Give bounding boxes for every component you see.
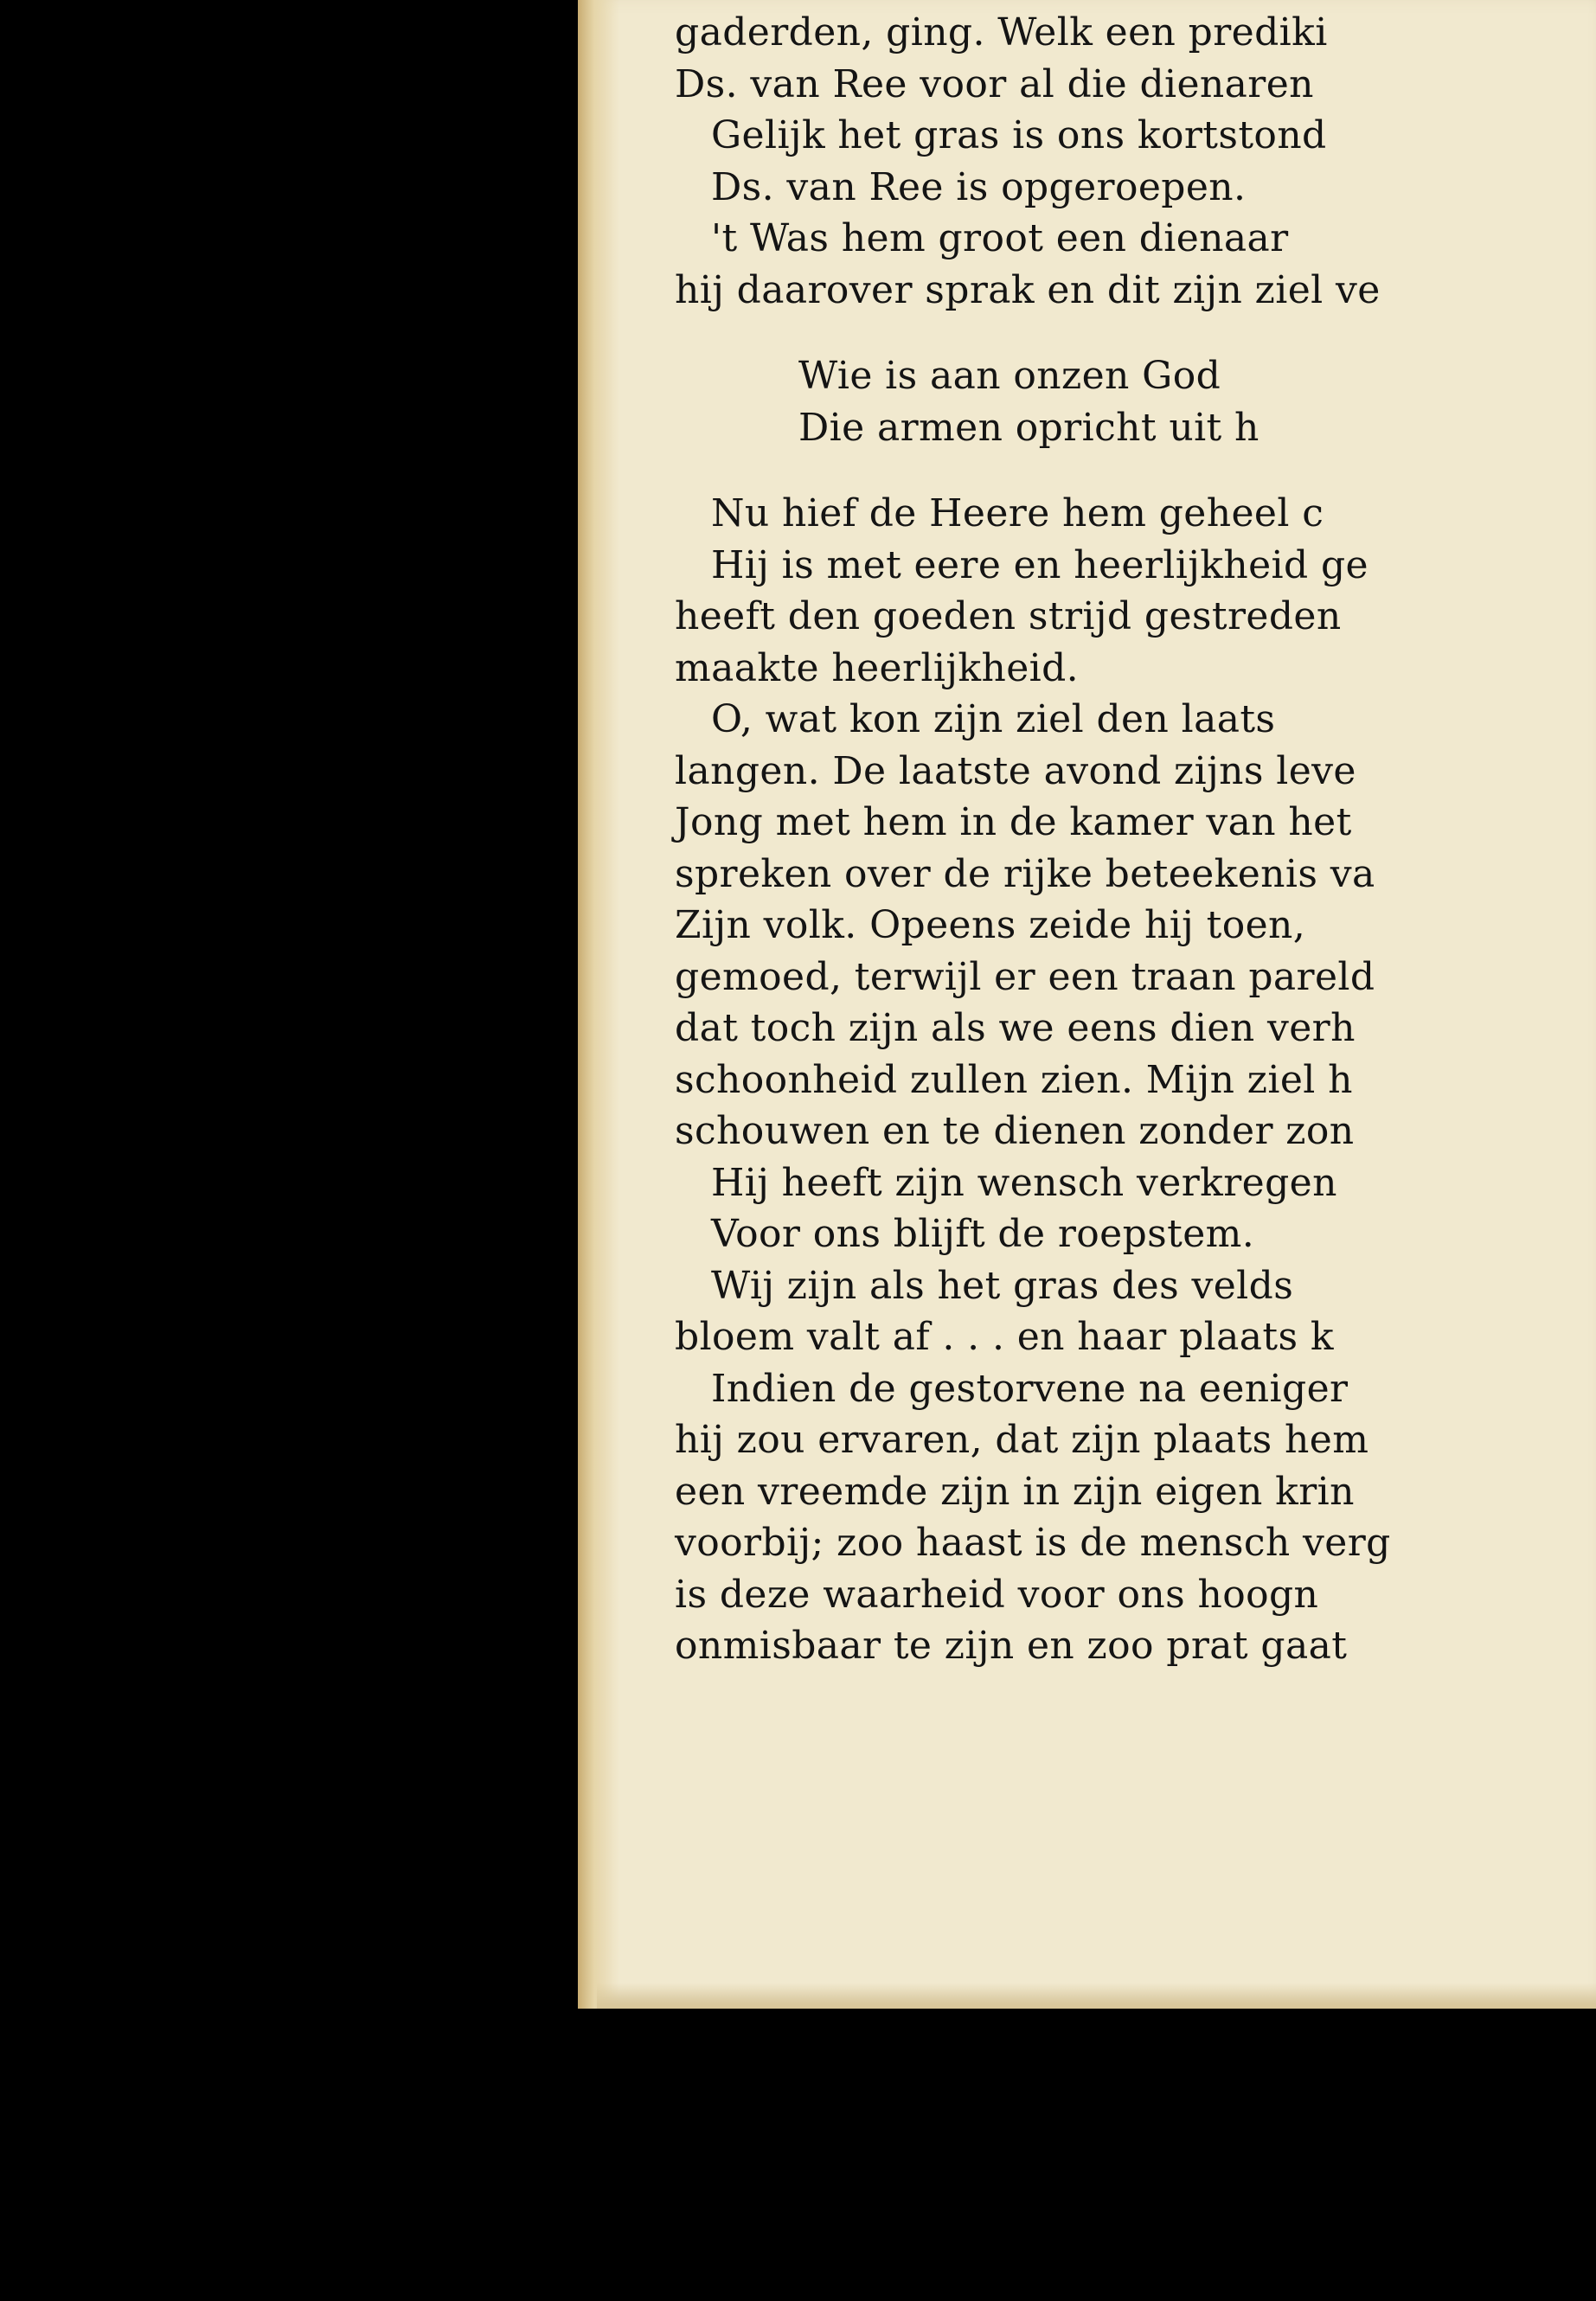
page-text-block [675,0,1596,1668]
text-line: maakte heerlijkheid. [675,645,1080,690]
text-line: bloem valt af . . . en haar plaats k [675,1315,1334,1359]
text-line: Zijn volk. Opeens zeide hij toen, [675,903,1306,947]
text-line: onmisbaar te zijn en zoo prat gaat [675,1624,1348,1668]
text-line: langen. De laatste avond zijns leve [675,748,1356,793]
text-line: Nu hief de Heere hem geheel c [711,491,1324,535]
text-line: voorbij; zoo haast is de mensch verg [675,1521,1391,1565]
text-line: Wie is aan onzen God [798,354,1221,398]
text-line: 't Was hem groot een dienaar [711,216,1289,260]
text-line: een vreemde zijn in zijn eigen krin [675,1469,1355,1514]
text-line: Hij is met eere en heerlijkheid ge [711,542,1368,587]
text-line: spreken over de rijke beteekenis va [675,851,1375,896]
text-line: Wij zijn als het gras des velds [711,1263,1294,1308]
text-line: gaderden, ging. Welk een prediki [675,10,1328,54]
text-line: Ds. van Ree is opgeroepen. [711,164,1247,209]
text-line: Jong met hem in de kamer van het [675,800,1352,844]
text-line: schouwen en te dienen zonder zon [675,1109,1355,1153]
text-line: is deze waarheid voor ons hoogn [675,1572,1319,1617]
text-line: schoonheid zullen zien. Mijn ziel h [675,1057,1353,1102]
text-line: hij daarover sprak en dit zijn ziel ve [675,267,1381,312]
text-line: Ds. van Ree voor al die dienaren [675,61,1314,106]
text-line: Gelijk het gras is ons kortstond [711,113,1327,157]
text-line: Die armen opricht uit h [798,405,1259,450]
text-line: heeft den goeden strijd gestreden [675,594,1342,638]
text-line: Hij heeft zijn wensch verkregen [711,1160,1337,1205]
text-line: gemoed, terwijl er een traan pareld [675,954,1375,999]
text-line: dat toch zijn als we eens dien verh [675,1006,1356,1050]
text-line: Indien de gestorvene na eeniger [711,1366,1349,1411]
text-line: Voor ons blijft de roepstem. [711,1212,1255,1256]
text-line: hij zou ervaren, dat zijn plaats hem [675,1418,1369,1462]
text-line: O, wat kon zijn ziel den laats [711,697,1276,741]
